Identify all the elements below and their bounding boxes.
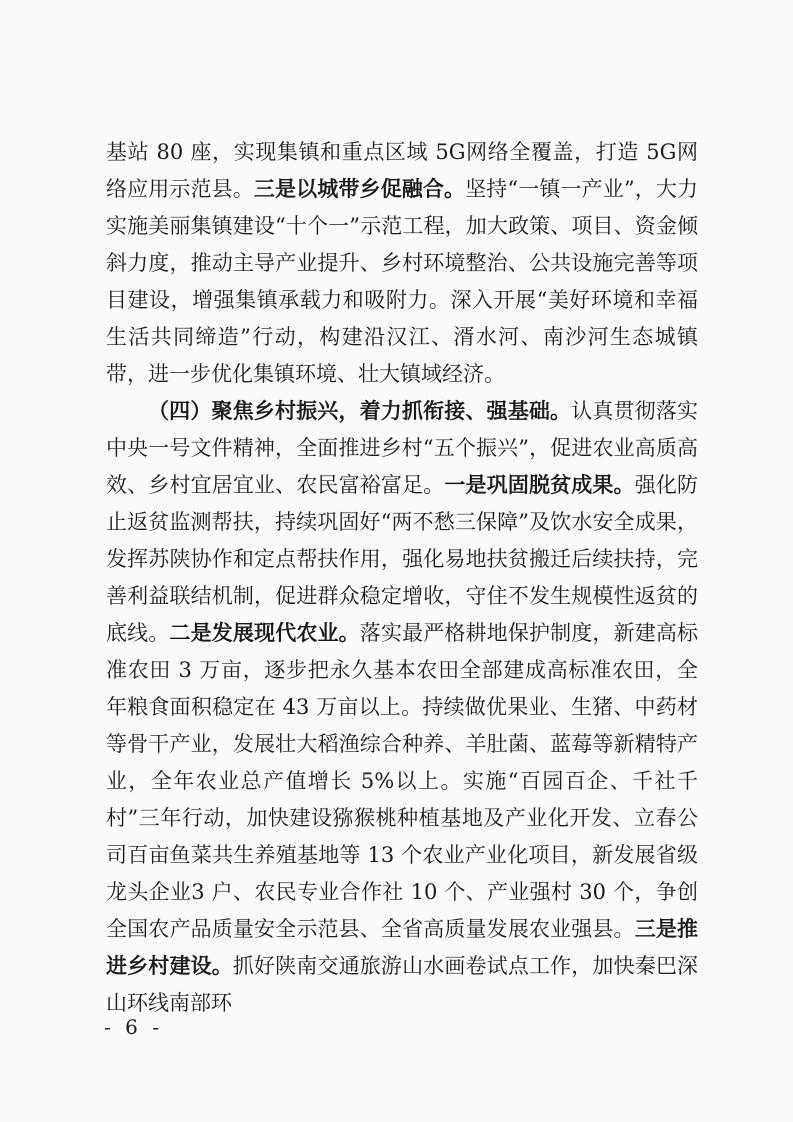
paragraph-2-text-4: 抓好陕南交通旅游山水画卷试点工作，加快秦巴深山环线南部环 [106,954,698,1015]
page-number: - 6 - [104,1015,163,1039]
body-text [106,134,698,1022]
paragraph-2-text-3: 落实最严格耕地保护制度，新建高标准农田 3 万亩，逐步把永久基本农田全部建成高标准农田，全年粮食面积稳定在 43 万亩以上。持续做优果业、生猪、中药材等骨干产业，发展壮大稻渔综合种养、羊肚菌、蓝莓等新精特产业，全年农业总产值增长 5%以上。实施“百园百企、千社千村”三年行动，加快建设猕猴桃种植基地及产业化开发、立春公司百亩鱼菜共生养殖基地等 13 个农业产业化项目，新发展省级龙头企业3 户、农民专业合作社 10 个、产业强村 30 个，争创全国农产品质量安全示范县、全省高质量发展农业强县。 [106,621,699,941]
paragraph-1-text-2: 坚持“一镇一产业”，大力实施美丽集镇建设“十个一”示范工程，加大政策、项目、资金倾斜力度，推动主导产业提升、乡村环境整治、公共设施完善等项目建设，增强集镇承载力和吸附力。深入开展“美好环境和幸福生活共同缔造”行动，构建沿汉江、湑水河、南沙河生态城镇带，进一步优化集镇环境、壮大镇域经济。 [106,177,699,386]
section-heading-4: （四）聚焦乡村振兴，着力抓衔接、强基础。 [148,399,572,423]
paragraph-2-heading-1: 一是巩固脱贫成果。 [444,473,635,497]
paragraph-1-text-1: 基站 80 座，实现集镇和重点区域 5G网络全覆盖，打造 5G网络应用示范县。 [106,140,698,201]
paragraph-2-heading-2: 二是发展现代农业。 [169,621,360,645]
paragraph-2-heading-3: 三是推进乡村建设。 [106,917,698,978]
paragraph-2-text-1: 认真贯彻落实中央一号文件精神，全面推进乡村“五个振兴”，促进农业高质高效、乡村宜居宜业、农民富裕富足。 [106,399,699,497]
paragraph-2 [106,393,698,1022]
paragraph-1-heading-1: 三是以城带乡促融合。 [253,177,466,201]
paragraph-2-text-2: 强化防止返贫监测帮扶，持续巩固好“两不愁三保障”及饮水安全成果，发挥苏陕协作和定点帮扶作用，强化易地扶贫搬迁后续扶持，完善利益联结机制，促进群众稳定增收，守住不发生规模性返贫的底线。 [106,473,699,645]
paragraph-1 [106,134,698,393]
